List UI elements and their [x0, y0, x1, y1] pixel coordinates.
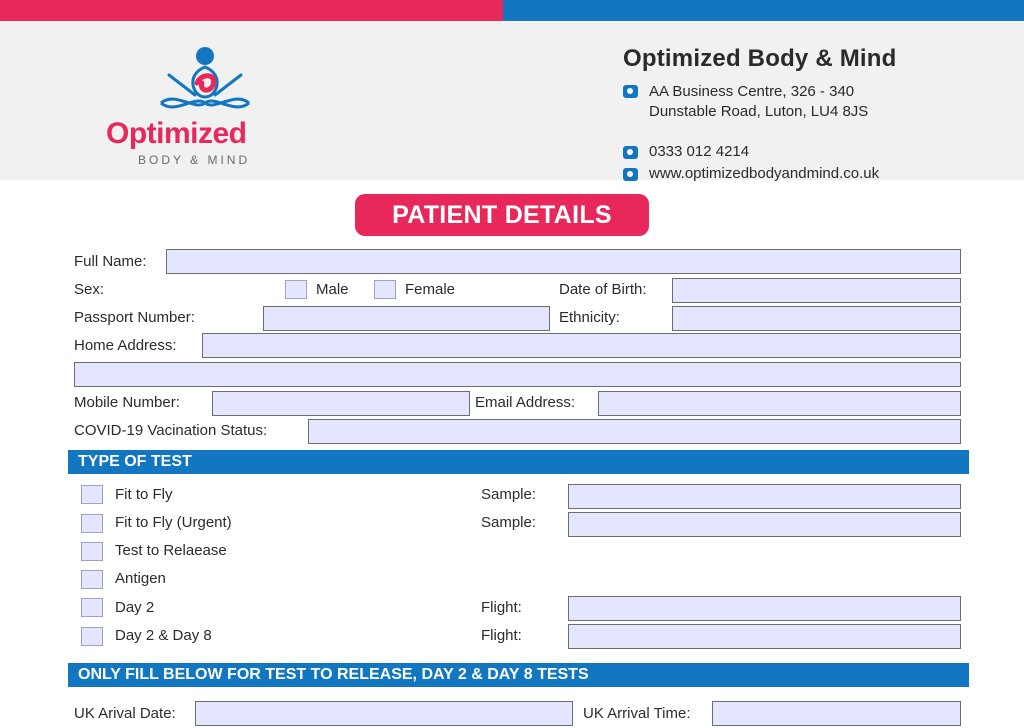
company-logo: [100, 45, 310, 169]
form-title: PATIENT DETAILS: [355, 194, 649, 236]
mobile-field[interactable]: [212, 391, 470, 416]
logo-tagline: BODY & MIND: [138, 153, 251, 167]
arrival-time-label: UK Arrival Time:: [583, 705, 691, 722]
mobile-label: Mobile Number:: [74, 394, 180, 411]
email-label: Email Address:: [475, 394, 576, 411]
sex-label: Sex:: [74, 281, 105, 298]
arrival-time-field[interactable]: [712, 701, 961, 726]
letterhead: [0, 21, 1024, 180]
antigen-checkbox[interactable]: [81, 570, 103, 589]
address-row: [623, 82, 868, 122]
company-name: Optimized Body & Mind: [623, 45, 897, 72]
fit-to-fly-urgent-label: Fit to Fly (Urgent): [115, 514, 232, 531]
web-icon: [623, 168, 638, 181]
email-field[interactable]: [598, 391, 961, 416]
fit-to-fly-urgent-sample-field[interactable]: [568, 512, 961, 537]
arrival-date-label: UK Arival Date:: [74, 705, 176, 722]
ethnicity-field[interactable]: [672, 306, 961, 331]
day2-checkbox[interactable]: [81, 598, 103, 617]
website-row: [623, 165, 879, 182]
day2-label: Day 2: [115, 599, 155, 616]
release-section-heading: ONLY FILL BELOW FOR TEST TO RELEASE, DAY 2 & DAY 8 TESTS: [68, 663, 969, 687]
company-info: [623, 45, 1003, 182]
fit-to-fly-label: Fit to Fly: [115, 486, 173, 503]
top-strip-blue: [503, 0, 1024, 21]
ethnicity-label: Ethnicity:: [559, 309, 620, 326]
day2-flight-field[interactable]: [568, 596, 961, 621]
male-checkbox[interactable]: [285, 280, 307, 299]
test-to-release-checkbox[interactable]: [81, 542, 103, 561]
fit-to-fly-urgent-checkbox[interactable]: [81, 514, 103, 533]
home-address-field[interactable]: [202, 333, 961, 358]
flight-label: Flight:: [481, 599, 522, 616]
logo-wordmark: Optimized: [106, 117, 247, 150]
type-of-test-heading: TYPE OF TEST: [68, 450, 969, 474]
full-name-label: Full Name:: [74, 253, 147, 270]
flight-label: Flight:: [481, 627, 522, 644]
dob-field[interactable]: [672, 278, 961, 303]
sample-label: Sample:: [481, 514, 537, 531]
day2-day8-checkbox[interactable]: [81, 627, 103, 646]
home-address-line2-field[interactable]: [74, 362, 961, 387]
home-address-label: Home Address:: [74, 337, 177, 354]
passport-field[interactable]: [263, 306, 550, 331]
top-color-strip: [0, 0, 1024, 21]
covid-status-label: COVID-19 Vacination Status:: [74, 422, 268, 439]
phone-icon: [623, 146, 638, 159]
female-checkbox[interactable]: [374, 280, 396, 299]
antigen-label: Antigen: [115, 570, 166, 587]
top-strip-pink: [0, 0, 503, 21]
phone-number: 0333 012 4214: [649, 143, 750, 160]
day2-day8-label: Day 2 & Day 8: [115, 627, 212, 644]
covid-status-field[interactable]: [308, 419, 961, 444]
address-line-2: Dunstable Road, Luton, LU4 8JS: [649, 103, 869, 120]
location-icon: [623, 85, 638, 98]
dob-label: Date of Birth:: [559, 281, 647, 298]
fit-to-fly-sample-field[interactable]: [568, 484, 961, 509]
phone-row: [623, 143, 749, 160]
test-to-release-label: Test to Relaease: [115, 542, 227, 559]
day2-day8-flight-field[interactable]: [568, 624, 961, 649]
sample-label: Sample:: [481, 486, 537, 503]
website-link[interactable]: www.optimizedbodyandmind.co.uk: [649, 165, 880, 182]
fit-to-fly-checkbox[interactable]: [81, 485, 103, 504]
arrival-date-field[interactable]: [195, 701, 573, 726]
male-label: Male: [316, 281, 349, 298]
meditation-figure-icon: [155, 45, 255, 115]
female-label: Female: [405, 281, 456, 298]
address-line-1: AA Business Centre, 326 - 340: [649, 83, 855, 100]
passport-label: Passport Number:: [74, 309, 195, 326]
full-name-field[interactable]: [166, 249, 961, 274]
